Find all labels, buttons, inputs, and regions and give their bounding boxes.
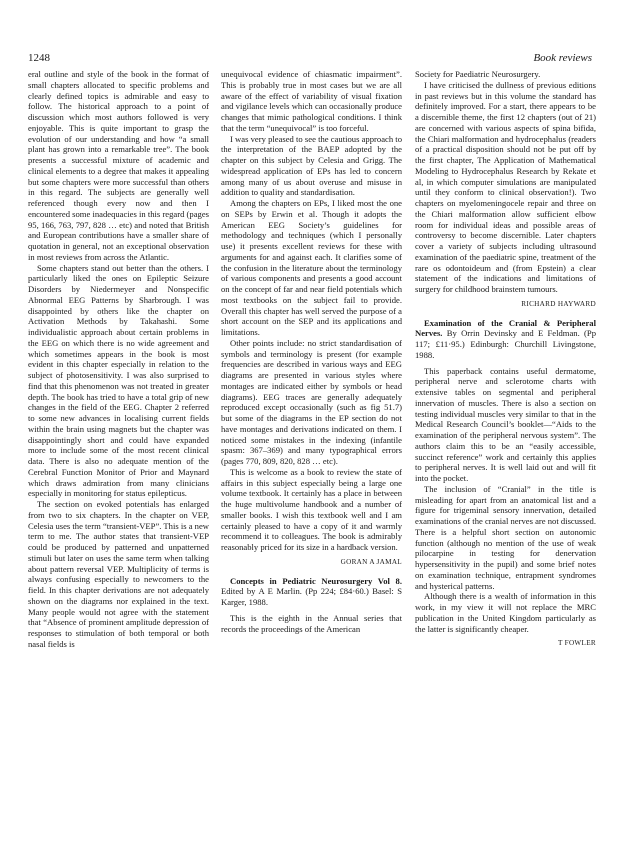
- paragraph: I was very pleased to see the cautious approach to the interpretation of the BAEP adopted by the chapter on this subject by Celesia and Grigg. The widespread application of EPs has led to concern among many of us about overuse and misuse in addition to quality and standardisation.: [221, 133, 402, 198]
- paragraph: This paperback contains useful dermatome, peripheral nerve and sclerotome charts with extensive tables on segmental and peripheral innervation of muscles. There is also a section on testing individual muscles very similar to that in the Medical Research Council’s booklet—“Aids to the examination of the peripheral nervous system”. The authors claim this to be an “easily accessible, succinct reference” work and certainly this applies to peripheral nerves. It is well laid out and will fit into the pocket.: [415, 365, 596, 483]
- paragraph: Some chapters stand out better than the others. I particularly liked the ones on Epileptic Seizure Disorders by Niedermeyer and Nonspecific Abnormal EEG Patterns by Sharbrough. I was disappointed by others like the chapter on Activation Methods by Takahashi. Some individualistic approach about certain problems in the EEG on which there is no wide agreement and which sometimes appears in the book is most evident in this chapter especially in relation to the subject of photosensitivity. I was also surprised to find that this phenomenon was not treated in greater depth. The book has tried to have a total grip of new changes in the field of the EEG. Chapter 2 referred to some new advances in localising current fields within the brain using magnets but the chapter was disappointingly short and could have expanded more to include some of the most recent clinical data. There is also no adequate mention of the Cerebral Function Monitor of Prior and Maynard which draws admiration from many clinicians especially in monitoring for status epilepticus.: [28, 262, 209, 499]
- book-title: Examination of the Cranial & Peripheral Nerves.: [415, 317, 596, 339]
- page-header: [28, 52, 592, 66]
- book-details: By Orrin Devinsky and E Feldman. (Pp 117; £11·95.) Edinburgh: Churchill Livingstone, 1988.: [415, 328, 596, 360]
- paragraph: The section on evoked potentials has enlarged from two to six chapters. In the chapter on VEP, Celesia uses the term “transient-VEP”. This is a new term to me. The author states that transient-VEP could be produced by patterned and unpatterned stimuli but later on uses the same term when talking about pattern reversal VEP. Multiplicity of terms is always confusing especially to newcomers to the field. In this chapter derivations are not adequately shown on the diagrams nor explained in the text. Many people would not agree with the statement that “Absence of prominent amplitude depression of responses to stimulation of both temporal or both nasal fields is: [28, 499, 209, 649]
- page-number: 1248: [28, 52, 50, 64]
- book-title: Concepts in Pediatric Neurosurgery Vol 8.: [230, 575, 402, 586]
- paragraph: Among the chapters on EPs, I liked most the one on SEPs by Erwin et al. Though it adopts the American EEG Society’s guidelines for methodology and techniques (which I personally use) it presents excellent reviews for these with arguments for and against each. It clarifies some of the confusion in the literature about the terminology of various components and presents a good account on the concept of far and near field potentials which most textbooks on the subject fail to provide. Overall this chapter has well served the purpose of a short account on the SEP and its applications and limitations.: [221, 198, 402, 337]
- paragraph: The inclusion of “Cranial” in the title is misleading for apart from an anatomical list and a figure for trigeminal sensory innervation, detailed examinations of the cranial nerves are not discussed. There is a helpful short section on autonomic function (although no mention of the use of weak pilocarpine in testing for denervation hypersensitivity in the pupil) and some brief notes on examination technique, entrapment syndromes and hysterical patterns.: [415, 483, 596, 591]
- paragraph: eral outline and style of the book in the format of small chapters allocated to specific problems and clearly defined topics is admirable and easy to follow. The historical approach to a point of discussion which most authors followed is very enjoyable. This is quite important to grasp the evolution of our understanding and how “a small plant has grown into a remarkable tree”. The book presents a successful mixture of academic and clinical elements to a degree that makes it appealing but some chapters were more successful than others in this regard. The subjects are generally well referenced though every now and then I encountered some inadequacies in this regard (pages 95, 166, 763, 797, 828 … etc) and noted that British and European contributions have a smaller share of quotation in general, not an exceptional observation in most reviews from across the Atlantic.: [28, 69, 209, 262]
- column-2: [221, 69, 402, 634]
- review-heading: [221, 576, 402, 608]
- reviewer-signature: T FOWLER: [557, 639, 596, 648]
- review-heading: [415, 318, 596, 361]
- paragraph: Society for Paediatric Neurosurgery.: [415, 69, 541, 79]
- column-1: [28, 69, 209, 650]
- section-title: Book reviews: [533, 52, 592, 64]
- reviewer-signature: GORAN A JAMAL: [340, 557, 402, 566]
- paragraph: This is welcome as a book to review the state of affairs in this subject especially being a large one volume textbook. It certainly has a place in between the huge multivolume handbook and a number of smaller books. I wish this textbook well and I am certainly pleased to have a copy of it and warmly recommend it to colleagues. The book is admirably reasonably priced for its size in a hardback version.: [221, 466, 402, 552]
- column-3: [415, 69, 596, 657]
- paragraph: This is the eighth in the Annual series that records the proceedings of the American: [221, 612, 402, 634]
- paragraph: Although there is a wealth of information in this work, in my view it will not replace the MRC publication in the United Kingdom particularly as the latter is significantly cheaper.: [415, 591, 596, 634]
- paragraph: unequivocal evidence of chiasmatic impairment”. This is probably true in most cases but we are all aware of the effect of variability of visual fixation and vigilance levels which can occasionally produce changes that mimic pathological conditions. I think that the term “unequivocal” is too forceful.: [221, 69, 402, 133]
- paragraph: Other points include: no strict standardisation of symbols and terminology is present (for example frequencies are described in various ways and EEG diagrams are presented in various styles where montages are indicated either by symbols or head diagrams). EEG traces are generally adequately reproduced except occasionally (such as fig 51.7) but some of the diagrams in the EP section do not have montages and derivations indicated on them. I noticed some mistakes in the indexing (infantile spasm: 367–369) and many typographical errors (pages 770, 809, 820, 828 … etc).: [221, 337, 402, 466]
- book-details: Edited by A E Marlin. (Pp 224; £84·60.) Basel: S Karger, 1988.: [221, 586, 402, 607]
- paragraph: I have criticised the dullness of previous editions in past reviews but in this volume the standard has definitely improved. For a start, there appears to be a discernible theme, the first 12 chapters (out of 21) are concerned with various aspects of spina bifida, the Chiari malformation and hydrocephalus (readers of a practical disposition should not be put off by the first chapter, The Application of Mathematical Modeling to Hydrocephalus Research by Rekate et al, in which computer simulations are manipulated until they conform to clinical observation!). Two chapters on myelomeningocele repair and three on the Chiari malformation allow sufficient elbow room for individual ideas and possible areas of controversy to become discernible. Later chapters cover a variety of subjects including ultrasound examination of the paediatric spine, treatment of the rare os odontoideum and (from Epstein) a clear statement of the indications and limitations of surgery for childhood brainstem tumours.: [415, 79, 596, 294]
- reviewer-signature: RICHARD HAYWARD: [521, 299, 596, 308]
